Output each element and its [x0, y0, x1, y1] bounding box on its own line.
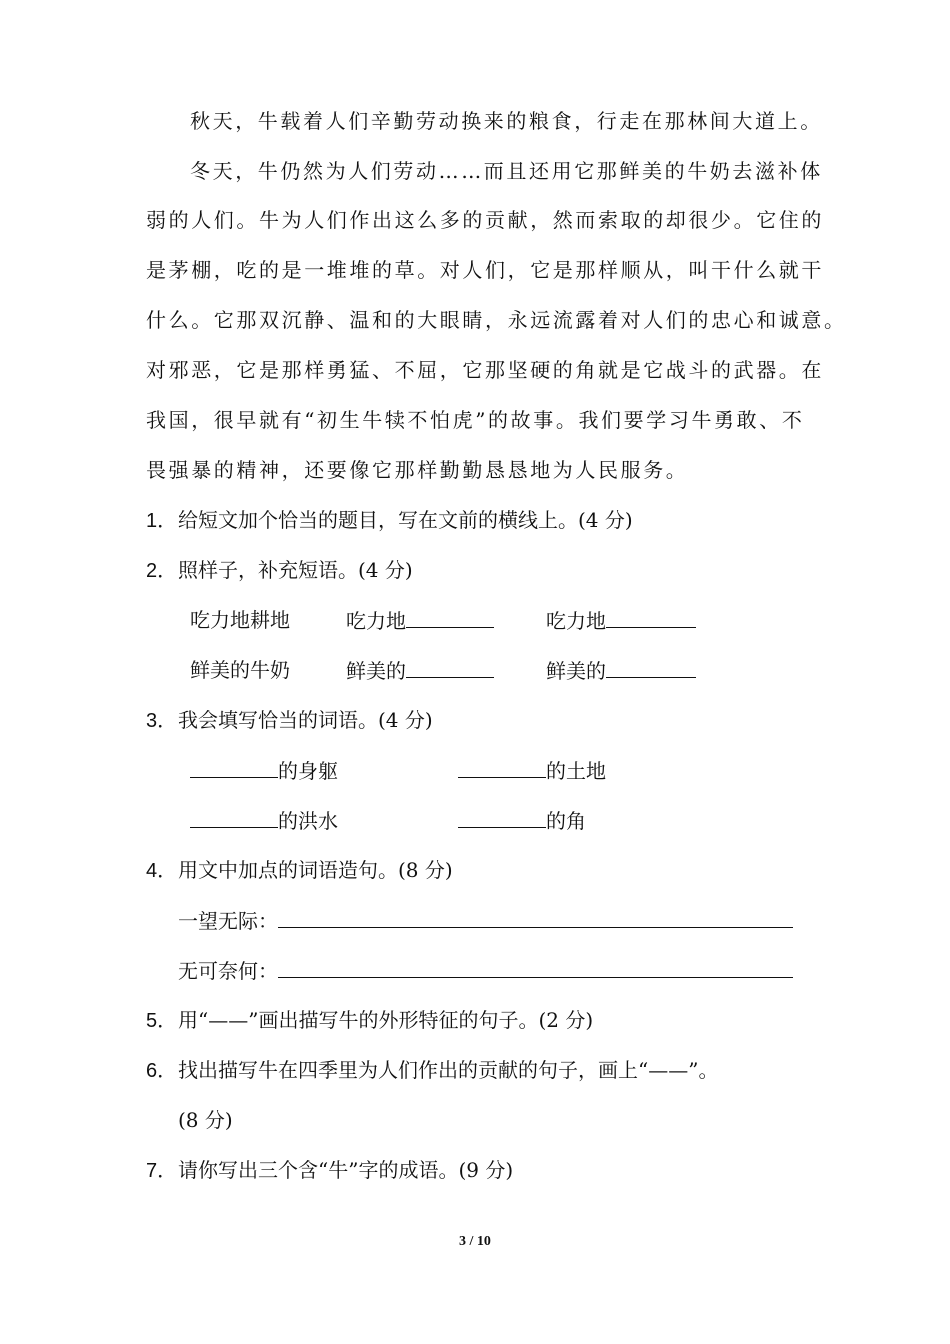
question-7: [146, 1157, 513, 1184]
question-number: 1．: [146, 510, 178, 532]
question-4: [146, 857, 453, 884]
answer-blank[interactable]: [458, 757, 546, 778]
word-suffix: 的角: [546, 809, 586, 833]
passage-line-7: 我国，很早就有“初生牛犊不怕虎”的故事。我们要学习牛勇敢、不: [146, 408, 805, 432]
phrase-prefix: 吃力地: [546, 609, 606, 633]
question-1: [146, 507, 633, 534]
phrase-prefix: 鲜美的: [346, 659, 406, 683]
sentence-item: [178, 907, 793, 934]
question-6: [146, 1057, 718, 1084]
passage-line-4: 是茅棚，吃的是一堆堆的草。对人们，它是那样顺从，叫干什么就干: [146, 258, 824, 282]
question-text: 找出描写牛在四季里为人们作出的贡献的句子，画上“——”。: [178, 1058, 719, 1082]
question-number: 2．: [146, 560, 178, 582]
question-2: [146, 557, 413, 584]
question-number: 5．: [146, 1010, 178, 1032]
answer-blank[interactable]: [190, 807, 278, 828]
word-fill-item: [190, 757, 338, 784]
question-number: 4．: [146, 860, 178, 882]
phrase-fill-item: [546, 607, 696, 634]
answer-blank[interactable]: [458, 807, 546, 828]
page-number: 3 / 10: [459, 1234, 491, 1249]
sentence-item: [178, 957, 793, 984]
passage-line-3: 弱的人们。牛为人们作出这么多的贡献，然而索取的却很少。它住的: [146, 208, 824, 232]
example-phrase: 吃力地耕地: [190, 608, 290, 632]
passage-line-6: 对邪恶，它是那样勇猛、不屈，它那坚硬的角就是它战斗的武器。在: [146, 358, 824, 382]
passage-line-1: 秋天，牛载着人们辛勤劳动换来的粮食，行走在那林间大道上。: [190, 109, 823, 133]
answer-line[interactable]: [278, 957, 793, 978]
answer-line[interactable]: [278, 907, 793, 928]
phrase-fill-item: [346, 607, 494, 634]
word-suffix: 的身躯: [278, 759, 338, 783]
question-text: 请你写出三个含“牛”字的成语。(9 分): [178, 1158, 514, 1182]
question-text: 照样子，补充短语。(4 分): [178, 558, 413, 582]
phrase-prefix: 吃力地: [346, 609, 406, 633]
sentence-word: 无可奈何：: [178, 959, 278, 983]
word-fill-item: [190, 807, 338, 834]
question-text: 我会填写恰当的词语。(4 分): [178, 708, 433, 732]
question-number: 7．: [146, 1160, 178, 1182]
passage-line-2: 冬天，牛仍然为人们劳动……而且还用它那鲜美的牛奶去滋补体: [190, 159, 823, 183]
answer-blank[interactable]: [606, 607, 696, 628]
question-text: 用文中加点的词语造句。(8 分): [178, 858, 453, 882]
word-suffix: 的洪水: [278, 809, 338, 833]
answer-blank[interactable]: [406, 657, 494, 678]
question-3: [146, 707, 433, 734]
phrase-fill-item: [546, 657, 696, 684]
sentence-word: 一望无际：: [178, 909, 278, 933]
passage-line-5: 什么。它那双沉静、温和的大眼睛，永远流露着对人们的忠心和诚意。: [146, 308, 847, 332]
answer-blank[interactable]: [190, 757, 278, 778]
word-suffix: 的土地: [546, 759, 606, 783]
question-6-score: (8 分): [178, 1108, 233, 1132]
phrase-prefix: 鲜美的: [546, 659, 606, 683]
question-text: 给短文加个恰当的题目，写在文前的横线上。(4 分): [178, 508, 633, 532]
answer-blank[interactable]: [406, 607, 494, 628]
answer-blank[interactable]: [606, 657, 696, 678]
question-number: 3．: [146, 710, 178, 732]
word-fill-item: [458, 757, 606, 784]
question-number: 6．: [146, 1060, 178, 1082]
phrase-fill-item: [346, 657, 494, 684]
passage-line-8: 畏强暴的精神，还要像它那样勤勤恳恳地为人民服务。: [146, 458, 689, 482]
example-phrase: 鲜美的牛奶: [190, 658, 290, 682]
question-text: 用“——”画出描写牛的外形特征的句子。(2 分): [178, 1008, 594, 1032]
word-fill-item: [458, 807, 586, 834]
question-5: [146, 1007, 593, 1034]
